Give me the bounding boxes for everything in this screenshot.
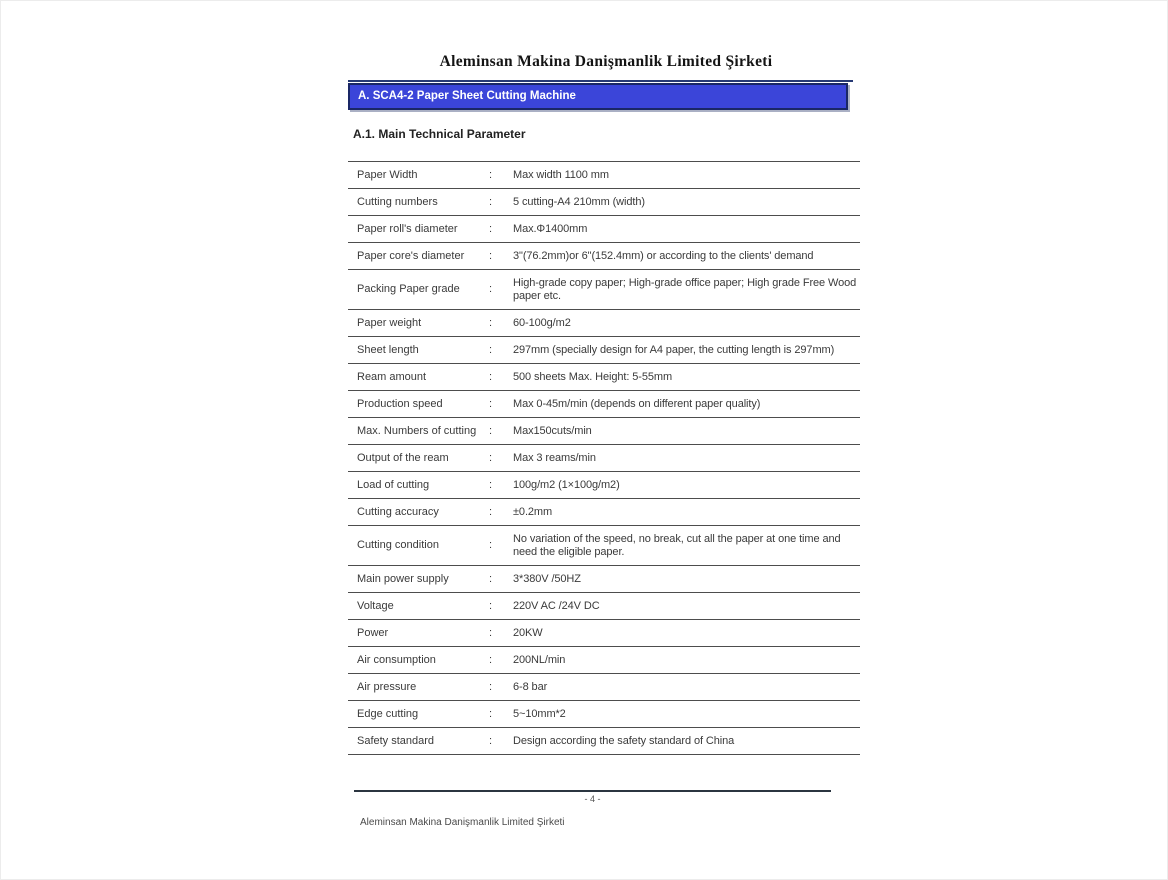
spec-value: 5~10mm*2 bbox=[513, 707, 566, 720]
spec-label: Output of the ream bbox=[357, 451, 449, 464]
spec-value: Design according the safety standard of China bbox=[513, 734, 735, 747]
spec-value: 6-8 bar bbox=[513, 680, 548, 693]
spec-label: Max. Numbers of cutting bbox=[357, 424, 477, 437]
spec-label: Cutting condition bbox=[357, 539, 439, 551]
spec-value: No variation of the speed, no break, cut all the paper at one time and need the eligible paper. bbox=[513, 532, 841, 558]
spec-label: Production speed bbox=[357, 397, 443, 410]
spec-separator: : bbox=[489, 168, 493, 181]
spec-label: Paper roll's diameter bbox=[357, 222, 458, 235]
spec-separator: : bbox=[489, 707, 493, 720]
table-row bbox=[348, 364, 860, 391]
table-row bbox=[348, 593, 860, 620]
table-row bbox=[348, 270, 860, 310]
spec-separator: : bbox=[489, 370, 493, 383]
spec-label: Packing Paper grade bbox=[357, 283, 460, 295]
table-row bbox=[348, 647, 860, 674]
spec-label: Safety standard bbox=[357, 734, 435, 747]
spec-label: Cutting accuracy bbox=[357, 505, 439, 518]
spec-label: Paper Width bbox=[357, 168, 418, 181]
spec-value: Max 0-45m/min (depends on different paper quality) bbox=[513, 397, 761, 410]
spec-table-body bbox=[348, 162, 860, 755]
spec-label: Paper weight bbox=[357, 316, 422, 329]
spec-value: Max.Φ1400mm bbox=[513, 222, 588, 235]
table-row bbox=[348, 337, 860, 364]
spec-separator: : bbox=[489, 572, 493, 585]
spec-separator: : bbox=[489, 343, 493, 356]
spec-value: 297mm (specially design for A4 paper, the cutting length is 297mm) bbox=[513, 343, 835, 356]
spec-label: Air consumption bbox=[357, 653, 436, 666]
spec-separator: : bbox=[489, 539, 493, 551]
spec-separator: : bbox=[489, 478, 493, 491]
spec-value: Max width 1100 mm bbox=[513, 168, 609, 181]
section-banner: A. SCA4-2 Paper Sheet Cutting Machine bbox=[348, 83, 848, 110]
page-number: - 4 - bbox=[584, 794, 601, 804]
spec-separator: : bbox=[489, 734, 493, 747]
spec-separator: : bbox=[489, 451, 493, 464]
document-content bbox=[348, 49, 864, 828]
table-row bbox=[348, 499, 860, 526]
spec-value: 3*380V /50HZ bbox=[513, 572, 581, 585]
spec-separator: : bbox=[489, 249, 493, 262]
spec-label: Air pressure bbox=[357, 680, 417, 693]
company-title: Aleminsan Makina Danişmanlik Limited Şirketi bbox=[439, 53, 773, 70]
spec-value: 60-100g/m2 bbox=[513, 316, 571, 329]
spec-label: Voltage bbox=[357, 599, 394, 612]
spec-separator: : bbox=[489, 195, 493, 208]
table-row bbox=[348, 418, 860, 445]
spec-value: 5 cutting-A4 210mm (width) bbox=[513, 195, 645, 208]
spec-value: 220V AC /24V DC bbox=[513, 599, 600, 612]
spec-separator: : bbox=[489, 316, 493, 329]
table-row bbox=[348, 728, 860, 755]
footer-company-name: Aleminsan Makina Danişmanlik Limited Şirketi bbox=[360, 817, 565, 828]
footer-rule bbox=[354, 790, 831, 792]
spec-label: Paper core's diameter bbox=[357, 249, 465, 262]
title-underline bbox=[348, 80, 853, 82]
subsection-heading: A.1. Main Technical Parameter bbox=[353, 127, 526, 141]
table-row bbox=[348, 445, 860, 472]
spec-label: Cutting numbers bbox=[357, 195, 438, 208]
table-row bbox=[348, 189, 860, 216]
table-row bbox=[348, 674, 860, 701]
table-row bbox=[348, 162, 860, 189]
spec-separator: : bbox=[489, 653, 493, 666]
spec-separator: : bbox=[489, 626, 493, 639]
table-row bbox=[348, 216, 860, 243]
spec-value: 20KW bbox=[513, 626, 543, 639]
table-row bbox=[348, 620, 860, 647]
spec-separator: : bbox=[489, 680, 493, 693]
spec-separator: : bbox=[489, 222, 493, 235]
table-row bbox=[348, 472, 860, 499]
spec-separator: : bbox=[489, 283, 493, 295]
spec-separator: : bbox=[489, 505, 493, 518]
spec-value: High-grade copy paper; High-grade office paper; High grade Free Wood paper etc. bbox=[513, 276, 857, 302]
table-row bbox=[348, 310, 860, 337]
spec-label: Power bbox=[357, 626, 389, 639]
spec-label: Load of cutting bbox=[357, 478, 430, 491]
spec-label: Main power supply bbox=[357, 572, 449, 585]
table-row bbox=[348, 391, 860, 418]
spec-separator: : bbox=[489, 599, 493, 612]
table-row bbox=[348, 243, 860, 270]
spec-value: ±0.2mm bbox=[513, 505, 553, 518]
spec-value: 500 sheets Max. Height: 5-55mm bbox=[513, 370, 673, 383]
spec-separator: : bbox=[489, 424, 493, 437]
spec-label: Sheet length bbox=[357, 343, 419, 356]
table-row bbox=[348, 566, 860, 593]
table-row bbox=[348, 701, 860, 728]
spec-label: Edge cutting bbox=[357, 707, 419, 720]
table-row bbox=[348, 526, 860, 566]
spec-separator: : bbox=[489, 397, 493, 410]
spec-label: Ream amount bbox=[357, 370, 427, 383]
spec-value: Max150cuts/min bbox=[513, 424, 592, 437]
spec-value: 100g/m2 (1×100g/m2) bbox=[513, 478, 620, 491]
spec-table bbox=[348, 161, 860, 755]
spec-value: 200NL/min bbox=[513, 653, 566, 666]
spec-value: 3"(76.2mm)or 6"(152.4mm) or according to the clients' demand bbox=[513, 249, 814, 262]
spec-value: Max 3 reams/min bbox=[513, 451, 596, 464]
